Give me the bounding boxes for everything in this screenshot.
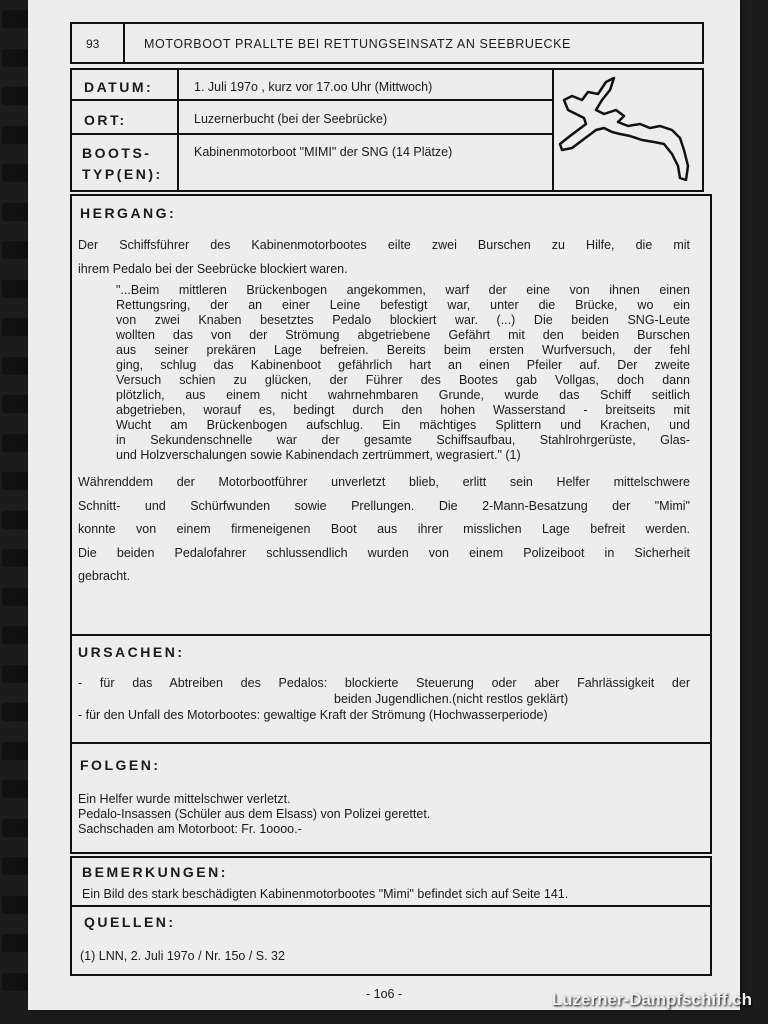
outro-line: Währenddem der Motorbootführer unverletzt blieb, erlitt sein Helfer mittelschwere: [78, 475, 690, 489]
folgen-line-1: Ein Helfer wurde mittelschwer verletzt.: [78, 792, 291, 806]
header-divider: [123, 22, 125, 64]
hergang-heading: HERGANG:: [80, 205, 177, 221]
ursachen-line-1: - für das Abtreiben des Pedalos: blockierte Steuerung oder aber Fahrlässigkeit der: [78, 676, 690, 690]
hergang-intro-line: ihrem Pedalo bei der Seebrücke blockiert waren.: [78, 261, 348, 276]
ursachen-line-2: beiden Jugendlichen.(nicht restlos geklärt): [334, 692, 569, 706]
folgen-line-2: Pedalo-Insassen (Schüler aus dem Elsass) von Polizei gerettet.: [78, 807, 431, 821]
quote-line: "...Beim mittleren Brückenbogen angekommen, warf der eine von ihnen einen: [116, 283, 690, 297]
folgen-heading: FOLGEN:: [80, 757, 161, 773]
document-page: [28, 0, 740, 1010]
bemerkungen-text: Ein Bild des stark beschädigten Kabinenmotorbootes "Mimi" befindet sich auf Seite 141.: [82, 887, 569, 901]
datum-label: DATUM:: [84, 79, 154, 95]
info-col-divider: [177, 68, 179, 192]
hergang-outro: [78, 471, 690, 589]
entry-number: 93: [86, 37, 100, 51]
bootstyp-label-1: BOOTS-: [82, 145, 152, 161]
map-box: [552, 68, 704, 192]
quote-line: aus seiner prekären Lage befreien. Bereits beim ersten Wurfversuch, der fehl: [116, 343, 690, 357]
quote-line: abgetrieben, worauf es, bedingt durch den hohen Wasserstand - breitseits mit: [116, 403, 690, 417]
bemerkungen-heading: BEMERKUNGEN:: [82, 864, 228, 880]
folgen-divider: [70, 742, 712, 744]
hergang-quote: [116, 283, 690, 463]
lake-lucerne-map-icon: [554, 70, 702, 190]
ursachen-line-3: - für den Unfall des Motorbootes: gewaltige Kraft der Strömung (Hochwasserperiode): [78, 708, 548, 722]
quote-line: Versuch schien zu glücken, der Führer des Bootes gab Vollgas, doch dann: [116, 373, 690, 387]
outro-line: gebracht.: [78, 569, 131, 583]
outro-line: Die beiden Pedalofahrer schlussendlich wurden von einem Polizeiboot in Sicherheit: [78, 545, 690, 560]
bootstyp-value: Kabinenmotorboot "MIMI" der SNG (14 Plätze): [194, 145, 453, 159]
watermark: Luzerner-Dampfschiff.ch: [551, 990, 752, 1009]
quote-line: ging, schlug das Kabinenboot gefährlich hart an einen Pfeiler auf. Der zweite: [116, 358, 690, 372]
datum-value: 1. Juli 197o , kurz vor 17.oo Uhr (Mittwoch): [194, 80, 433, 94]
quote-line: von zwei Knaben besetztes Pedalo blockiert war. (...) Die beiden SNG-Leute: [116, 313, 690, 327]
quote-line: Rettungsring, der an einer Leine befestigt war, unter die Brücke, wo ein: [116, 298, 690, 312]
folgen-line-3: Sachschaden am Motorboot: Fr. 1oooo.-: [78, 822, 302, 836]
ort-label: ORT:: [84, 112, 127, 128]
outro-line: Schnitt- und Schürfwunden sowie Prellungen. Die 2-Mann-Besatzung der "Mimi": [78, 498, 690, 513]
quote-line: und Holzverschalungen sowie Kabinendach zertrümmert, wegrasiert." (1): [116, 448, 521, 462]
ursachen-divider: [70, 634, 712, 636]
quellen-divider: [70, 905, 712, 907]
page-number: - 1o6 -: [366, 987, 403, 1001]
hergang-intro: [78, 234, 690, 281]
quellen-text: (1) LNN, 2. Juli 197o / Nr. 15o / S. 32: [80, 949, 285, 963]
bootstyp-label-2: TYP(EN):: [82, 166, 163, 182]
quote-line: wollten das von der Strömung abgetriebene Gefährt mit den beiden Burschen: [116, 328, 690, 342]
quote-line: Wucht am Brückenbogen aufschlug. Ein mächtiges Splittern und Krachen, und: [116, 418, 690, 432]
quellen-heading: QUELLEN:: [84, 914, 176, 930]
entry-title: MOTORBOOT PRALLTE BEI RETTUNGSEINSATZ AN SEEBRUECKE: [144, 37, 571, 51]
outro-line: konnte von einem firmeneigenen Boot aus ihrer misslichen Lage befreit werden.: [78, 522, 690, 536]
quote-line: plötzlich, aus einem nicht wahrnehmbaren Grunde, wurde das Schiff seitlich: [116, 388, 690, 402]
info-divider-2: [70, 133, 554, 135]
hergang-intro-line: Der Schiffsführer des Kabinenmotorbootes eilte zwei Burschen zu Hilfe, die mit: [78, 238, 690, 252]
info-divider-1: [70, 99, 554, 101]
quote-line: in Sekundenschnelle war der gesamte Schiffsaufbau, Stahlrohrgerüste, Glas-: [116, 433, 690, 447]
ort-value: Luzernerbucht (bei der Seebrücke): [194, 112, 388, 126]
ursachen-heading: URSACHEN:: [78, 644, 185, 660]
